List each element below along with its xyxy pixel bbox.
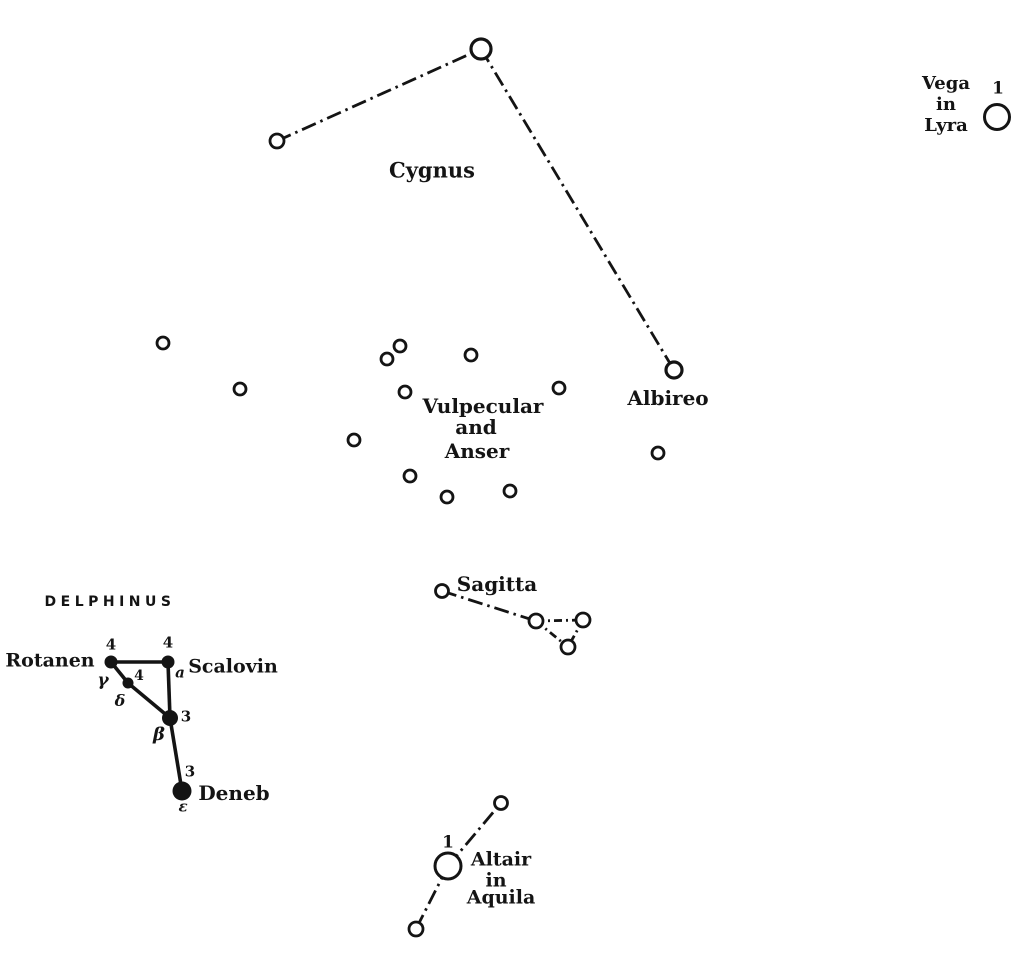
constellation-line-delphinus-delta-beta xyxy=(128,683,170,718)
altair-label-line3: Aquila xyxy=(466,886,536,909)
delphinus-beta-magnitude: 3 xyxy=(180,707,192,726)
vega-magnitude: 1 xyxy=(992,78,1004,99)
vulpecula-label-line2: and xyxy=(455,415,497,439)
vulpecula-star-4 xyxy=(381,353,393,365)
sagitta-star-3 xyxy=(576,613,590,627)
sagitta-star-2 xyxy=(529,614,543,628)
aquila-bottom-star xyxy=(409,922,423,936)
albireo-star xyxy=(666,362,682,378)
sagitta-star-4 xyxy=(561,640,575,654)
altair-magnitude: 1 xyxy=(442,832,454,853)
cygnus-label: Cygnus xyxy=(389,157,475,183)
delphinus-title: DELPHINUS xyxy=(44,594,176,610)
delphinus-delta-star xyxy=(123,678,134,689)
vega-label-line1: Vega xyxy=(921,73,971,94)
vulpecula-star-1 xyxy=(157,337,169,349)
vega-star xyxy=(985,105,1010,130)
delphinus-alpha-magnitude: 4 xyxy=(162,633,174,652)
altair-label-line2: in xyxy=(485,869,507,892)
vulpecula-star-11 xyxy=(504,485,516,497)
delphinus-beta-star xyxy=(162,710,178,726)
vulpecula-star-6 xyxy=(399,386,411,398)
constellation-line-sagitta-shaft xyxy=(442,591,536,621)
vulpecula-star-9 xyxy=(404,470,416,482)
cygnus-west-star xyxy=(270,134,284,148)
delphinus-gamma-magnitude: 4 xyxy=(105,635,117,654)
altair-star xyxy=(435,853,461,879)
sagitta-label: Sagitta xyxy=(456,572,538,596)
vulpecula-star-7 xyxy=(553,382,565,394)
vulpecula-star-2 xyxy=(234,383,246,395)
deneb-label: Deneb xyxy=(198,781,270,805)
albireo-label: Albireo xyxy=(627,386,709,410)
delphinus-delta-letter: δ xyxy=(114,691,126,710)
cygnus-bright-star xyxy=(471,39,491,59)
altair-label-line1: Altair xyxy=(470,848,532,871)
vulpecula-star-3 xyxy=(394,340,406,352)
delphinus-epsilon-star xyxy=(173,782,192,801)
delphinus-gamma-letter: γ xyxy=(97,670,109,691)
delphinus-beta-letter: β xyxy=(153,724,165,745)
rotanen-label: Rotanen xyxy=(5,649,95,672)
sagitta-star-1 xyxy=(436,585,449,598)
aquila-top-star xyxy=(495,797,508,810)
constellation-line-cygnus-bright-to-albireo xyxy=(481,49,674,370)
vulpecula-label-line1: Vulpecular xyxy=(422,394,544,418)
delphinus-alpha-letter: a xyxy=(175,663,185,682)
delphinus-alpha-star xyxy=(162,656,175,669)
vulpecula-label-line3: Anser xyxy=(444,439,510,463)
vulpecula-star-5 xyxy=(465,349,477,361)
constellation-line-delphinus-beta-epsilon xyxy=(170,718,182,791)
delphinus-epsilon-letter: ε xyxy=(178,797,188,816)
delphinus-delta-magnitude: 4 xyxy=(134,668,144,684)
constellation-line-cygnus-west-to-bright xyxy=(277,49,481,141)
vulpecula-star-12 xyxy=(652,447,664,459)
vega-label-line3: Lyra xyxy=(924,115,968,136)
scalovin-label: Scalovin xyxy=(188,655,278,678)
delphinus-gamma-star xyxy=(105,656,118,669)
constellation-line-delphinus-alpha-beta xyxy=(168,662,170,718)
vega-label-line2: in xyxy=(936,94,956,115)
delphinus-epsilon-magnitude: 3 xyxy=(184,762,196,781)
vulpecula-star-10 xyxy=(441,491,453,503)
vulpecula-star-8 xyxy=(348,434,360,446)
